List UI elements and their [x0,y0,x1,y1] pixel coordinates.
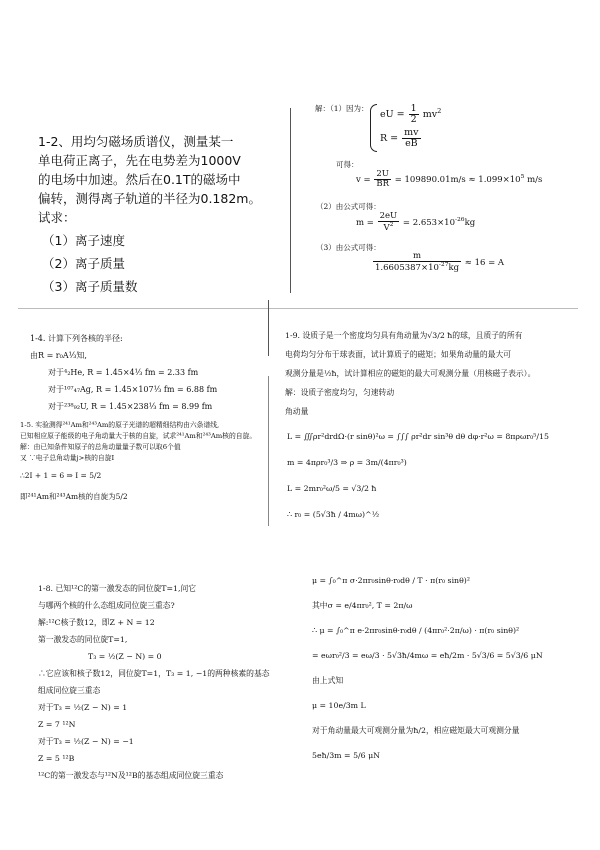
m-unit: kg [464,217,476,228]
equation-line: ∴ r₀ = (5√3ħ / 4mω)^½ [287,510,380,519]
text-line: 1-5. 实验测得²⁴¹Am和²⁴³Am的原子光谱的超精细结构由六条谱线, [20,421,220,429]
problem-1-5 [20,420,256,502]
formula-line: 由R = r₀A⅓知, [30,351,87,360]
result-line: 对于²³⁸₉₂U, R = 1.45×238⅓ fm = 8.99 fm [48,402,213,411]
eq1-num: 1 [410,103,417,114]
divider-mid-v [268,300,269,356]
text-line: 电荷均匀分布于球表面，试计算质子的磁矩；如果角动量的最大可 [285,350,512,359]
a-den-exp: -27 [438,260,449,268]
label-step-2: （2）由公式可得： [316,202,381,211]
divider-top [290,108,291,293]
fraction-mass-number [373,252,461,273]
problem-1-9 [285,326,535,421]
v-rhs: = 109890.01m/s ≈ 1.099×10 [394,174,521,185]
fraction-2eu-v2: $\frac{2eU}{V^2}$ [379,211,398,233]
equation-line: = eωr₀²/3 = eω/3 · 5√3ħ/4mω = eħ/2m · 5√3/6 = 5√3/6 μN [312,651,543,660]
equation-line: μ = 10e/3m L [312,701,366,710]
equation-mass-number [372,252,504,273]
equation-line: ∴ μ = ∫₀^π e·2πr₀sinθ·r₀dθ / (4πr₀²·2π/ω) · π(r₀ sinθ)² [312,626,520,635]
problem-1-9-equations [287,424,549,528]
text-line: ∴2I + 1 = 6 ⇒ I = 5/2 [20,471,102,480]
text-line: 解：由已知条件知原子的总角动量量子数可以取6个值 [20,443,181,451]
text-line: 第一激发态的同位旋T=1, [38,635,128,644]
eq1-lhs: eU = [380,108,405,120]
fraction-half [409,104,419,125]
sub-question: （2）离子质量 [42,256,125,271]
text-line: Z = 7 ¹²N [38,720,76,729]
fraction-2u-br [374,170,391,189]
equation-line: L = 2mr₀²ω/5 = √3/2 ħ [287,484,377,493]
a-rhs: ≈ 16 = A [464,257,505,268]
v-unit: m/s [527,174,543,185]
text-line: Z = 5 ¹²B [38,754,75,763]
text-line: 解：设质子密度均匀，匀速转动 [285,388,395,397]
equation-line: m = 4πρr₀³/3 ⇒ ρ = 3m/(4πr₀³) [287,458,407,467]
problem-1-9-continued [312,568,543,768]
solution-intro: 解：（1）因为： [315,104,369,113]
text-line: T₃ = ½(Z − N) = 0 [88,652,162,661]
fraction-mv-eb [402,128,420,149]
equation-line: μ = ∫₀^π σ·2πr₀sinθ·r₀dθ / T · π(r₀ sinθ)² [312,576,470,585]
question-line: 偏转，测得离子轨道的半径为0.182m。 [38,191,261,206]
v-num: 2U [374,170,391,180]
a-den: 1.6605387×10 [375,262,439,273]
m-den: V [383,222,390,233]
question-line: 的电场中加速。然后在0.1T的磁场中 [38,172,241,187]
divider-mid [18,308,578,309]
equation-line: L = ∭ρr²drdΩ·(r sinθ)²ω = ∫∫∫ ρr²dr sin³θ dθ dφ·r²ω = 8πρωr₀⁵/15 [287,432,549,441]
label-keide: 可得： [336,160,359,169]
divider-mid-v2 [268,376,269,526]
result-line: 对于¹⁰⁷₄₇Ag, R = 1.45×107⅓ fm = 6.88 fm [48,385,218,394]
sub-question: （1）离子速度 [42,233,125,248]
text-line: ∴它应该和核子数12，同位旋T=1，T₃ = 1, −1的两种核素的基态 [38,669,270,678]
text-line: 又 ∵电子总角动量j>核的自旋I [20,454,115,462]
eq2-num: mv [404,127,419,138]
eq1-rhs: mv [422,108,438,120]
eq1-den: 2 [410,113,417,125]
text-line: 对于T₃ = ½(Z − N) = 1 [38,703,128,712]
text-line: 1-8. 已知¹²C的第一激发态的同位旋T=1,问它 [38,584,197,593]
equation-radius [380,128,422,149]
v-lhs: v = [356,174,371,185]
problem-title: 1-4. 计算下列各核的半径: [30,334,123,343]
equation-energy: eU = $\frac{1}{2}$ $mv^2$ [380,103,442,125]
equation-brace [370,104,377,152]
text-line: 角动量 [285,407,309,416]
equation-line: 5eħ/3m = 5/6 μN [312,751,380,760]
text-line: 与哪两个核的什么态组成同位旋三重态? [38,601,175,610]
a-den-unit: kg [448,262,460,273]
question-line: 试求： [38,210,76,225]
problem-1-8 [38,580,270,784]
equation-mass [356,212,475,233]
text-line: 观测分量是½ħ，试计算相应的磁矩的最大可观测分量（用核磁子表示）。 [285,369,536,378]
result-line: 对于⁴₂He, R = 1.45×4⅓ fm = 2.33 fm [48,368,199,377]
eq2-den: eB [405,137,418,149]
question-line: 单电荷正离子，先在电势差为1000V [38,153,241,168]
text-line: ¹²C的第一激发态与¹²N及¹²B的基态组成同位旋三重态 [38,771,224,780]
equation-line: 其中σ = e/4πr₀², T = 2π/ω [312,601,413,610]
v-exp: 5 [520,173,525,181]
m-lhs: m = [356,217,374,228]
m-exp: -26 [455,216,465,224]
a-num: m [373,252,461,262]
text-line: 对于T₃ = ½(Z − N) = −1 [38,737,134,746]
label-step-3: （3）由公式可得： [316,243,381,252]
text-line: 组成同位旋三重态 [38,686,101,695]
text-line: 即²⁴¹Am和²⁴³Am核的自旋为5/2 [20,492,128,501]
m-rhs: = 2.653×10 [402,217,456,228]
sub-question: （3）离子质量数 [42,279,138,294]
text-line: 由上式知 [312,676,344,685]
equation-velocity [356,170,542,189]
problem-1-2-question [38,132,261,296]
question-line: 1-2、用均匀磁场质谱仪，测量某一 [38,134,234,149]
text-line: 对于角动量最大可观测分量为ħ/2，相应磁矩最大可观测分量 [312,726,520,735]
text-line: 解:¹²C核子数12，即Z + N = 12 [38,618,155,627]
m-num: 2eU [379,211,398,221]
text-line: 1-9. 设质子是一个密度均匀具有角动量为√3/2 ħ的球，且质子的所有 [285,331,523,340]
v-den: BR [376,178,389,189]
text-line: 已知相应原子能级的电子角动量大于核的自旋，试求²⁴¹Am和²⁴³Am核的自旋。 [20,432,257,440]
problem-1-4 [30,330,217,415]
eq2-lhs: R = [380,132,399,144]
